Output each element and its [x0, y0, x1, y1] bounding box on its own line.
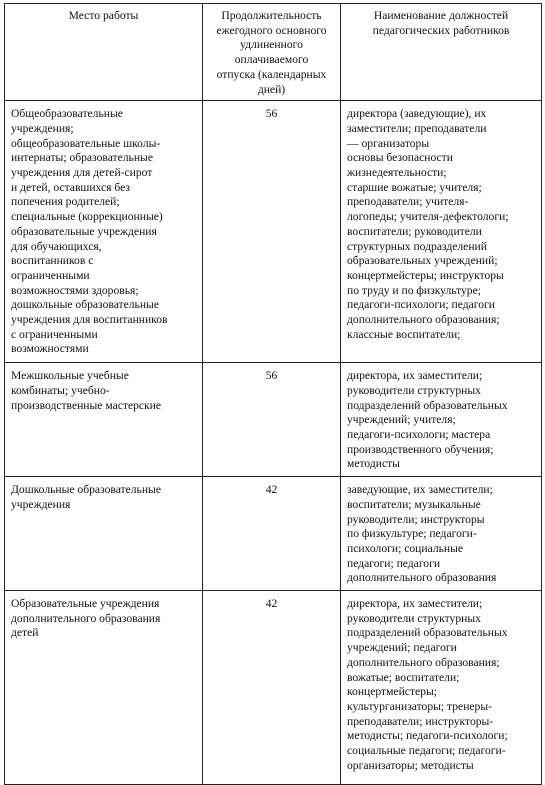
header-duration-text: Продолжительность ежегодного основного удлиненного оплачиваемого отпуска (календарных дней) — [216, 9, 327, 96]
duration-text: 42 — [265, 597, 278, 611]
header-workplace — [5, 4, 203, 101]
header-duration — [203, 4, 341, 101]
positions-text: директора (заведующие), их заместители; преподаватели — организаторы основы безопасности жизнедеятельности; старшие вожатые; учителя; преподаватели; учителя- логопеды; учителя-дефектологи; воспитатели; руководители структурных подразделений образовательных учреждений; концертмейстеры; инструкторы по труду и по физкультуре; педагоги-психологи; педагоги дополнительного образования; классные воспитатели; — [347, 107, 509, 341]
duration-cell — [203, 477, 341, 591]
workplace-cell — [5, 101, 203, 363]
table-header-row — [5, 4, 542, 101]
duration-text: 42 — [265, 483, 278, 497]
table-row — [5, 477, 542, 591]
workplace-text: Межшкольные учебные комбинаты; учебно- производственные мастерские — [11, 369, 162, 412]
positions-cell — [341, 477, 542, 591]
duration-cell — [203, 101, 341, 363]
workplace-text: Общеобразовательные учреждения; общеобразовательные школы- интернаты; образовательные учреждения для детей-сирот и детей, оставшихся без попечения родителей; специальные (коррекционные) образовательные учреждения для обучающихся, воспитанников с ограниченными возможностями здоровья; дошкольные образовательные учреждения для воспитанников с ограниченными возможностями — [11, 107, 168, 356]
positions-text: директора, их заместители; руководители структурных подразделений образовательных учреждений; педагоги дополнительного образования; вожатые; воспитатели; концертмейстеры; культурганизаторы; тренеры- преподаватели; инструкторы- методисты; педагоги-психологи; социальные педагоги; педагоги- организаторы; методисты — [347, 597, 508, 772]
positions-text: директора, их заместители; руководители структурных подразделений образовательных учреждений; учителя; педагоги-психологи; мастера производственного обучения; методисты — [347, 369, 508, 471]
duration-text: 56 — [265, 369, 278, 383]
header-positions-text: Наименование должностей педагогических работников — [372, 9, 510, 37]
header-workplace-text: Место работы — [68, 9, 139, 22]
positions-cell — [341, 363, 542, 477]
workplace-cell — [5, 477, 203, 591]
positions-cell — [341, 591, 542, 785]
table-row — [5, 591, 542, 785]
table-row — [5, 101, 542, 363]
vacation-table — [4, 3, 542, 785]
workplace-cell — [5, 363, 203, 477]
positions-cell — [341, 101, 542, 363]
duration-cell — [203, 591, 341, 785]
duration-cell — [203, 363, 341, 477]
workplace-text: Дошкольные образовательные учреждения — [11, 483, 161, 511]
header-positions — [341, 4, 542, 101]
table-row — [5, 363, 542, 477]
workplace-text: Образовательные учреждения дополнительного образования детей — [11, 597, 161, 640]
positions-text: заведующие, их заместители; воспитатели; музыкальные руководители; инструкторы по физкультуре; педагоги- психологи; социальные педагоги; педагоги дополнительного образования — [347, 483, 497, 585]
workplace-cell — [5, 591, 203, 785]
duration-text: 56 — [265, 107, 278, 121]
